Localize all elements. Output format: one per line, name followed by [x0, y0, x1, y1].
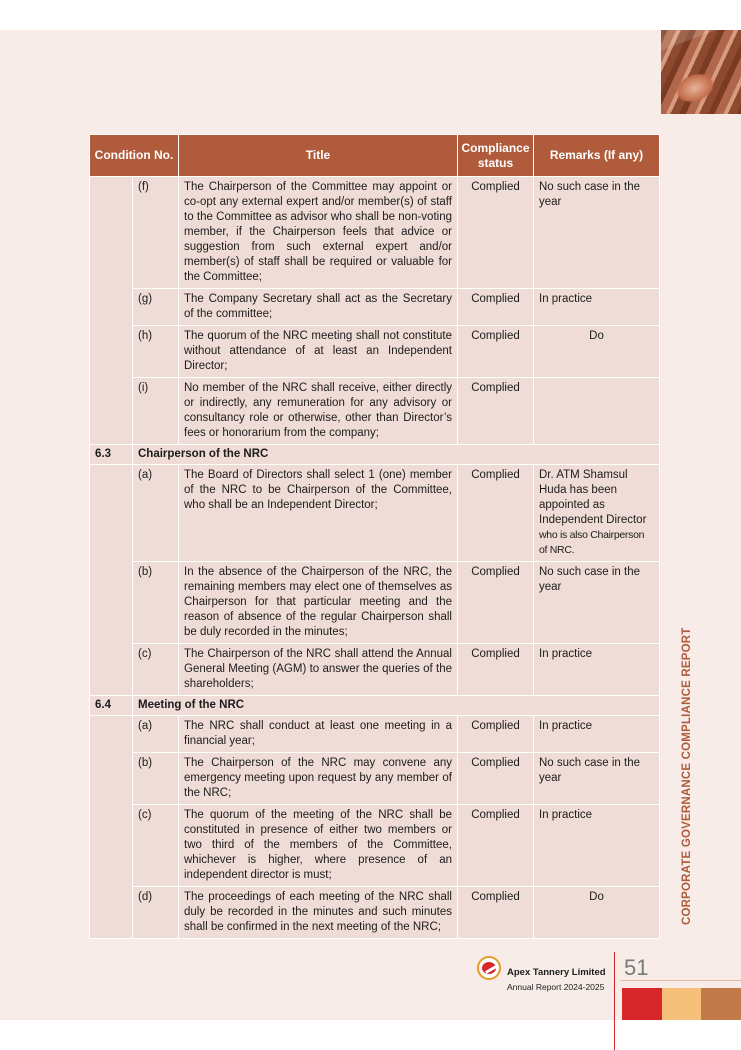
report-title: Annual Report 2024-2025 [507, 982, 605, 992]
remarks: No such case in the year [534, 753, 660, 805]
compliance-status: Complied [458, 562, 534, 644]
condition-title: The NRC shall conduct at least one meeting in a financial year; [179, 716, 458, 753]
table-row [90, 716, 660, 753]
table-row [90, 177, 660, 289]
compliance-status: Complied [458, 716, 534, 753]
table-header-row [90, 135, 660, 177]
section-title: Meeting of the NRC [133, 696, 660, 716]
table-row [90, 465, 660, 562]
table-row [90, 887, 660, 939]
compliance-table [89, 134, 660, 939]
sub-condition-no: (a) [133, 465, 179, 562]
remarks: Do [534, 887, 660, 939]
section-number: 6.4 [90, 696, 133, 716]
footer-rule [620, 980, 741, 981]
table-row [90, 805, 660, 887]
remarks: No such case in the year [534, 177, 660, 289]
section-title: Chairperson of the NRC [133, 445, 660, 465]
condition-title: The quorum of the NRC meeting shall not constitute without attendance of at least an Independent Director; [179, 326, 458, 378]
sub-condition-no: (d) [133, 887, 179, 939]
remarks: In practice [534, 716, 660, 753]
table-row [90, 753, 660, 805]
sub-condition-no: (h) [133, 326, 179, 378]
table-row [90, 644, 660, 696]
section-number: 6.3 [90, 445, 133, 465]
sub-condition-no: (c) [133, 805, 179, 887]
remarks: No such case in the year [534, 562, 660, 644]
company-logo-icon [477, 956, 501, 980]
table-row [90, 378, 660, 445]
sub-condition-no: (b) [133, 562, 179, 644]
footer-divider [614, 952, 615, 1050]
color-bar-yellow [662, 988, 701, 1020]
condition-title: The Chairperson of the Committee may appoint or co-opt any external expert and/or member(s) of staff to the Committee as advisor who shall be non-voting member, if the Chairperson feels that advice or suggestion from such external expert and/or member(s) of staff shall be required or valuable for the Committee; [179, 177, 458, 289]
remarks [534, 378, 660, 445]
table-row [90, 289, 660, 326]
compliance-status: Complied [458, 289, 534, 326]
condition-title: In the absence of the Chairperson of the NRC, the remaining members may elect one of themselves as Chairperson for that particular meeting and the reason of absence of the regular Chairperson shall be duly recorded in the minutes; [179, 562, 458, 644]
sub-condition-no: (c) [133, 644, 179, 696]
remarks-part: Dr. ATM Shamsul Huda has been appointed as Independent Director [539, 469, 647, 526]
condition-title: The Chairperson of the NRC may convene any emergency meeting upon request by any member of the NRC; [179, 753, 458, 805]
page-number: 51 [624, 955, 649, 980]
condition-title: The Company Secretary shall act as the Secretary of the committee; [179, 289, 458, 326]
sub-condition-no: (b) [133, 753, 179, 805]
header-compliance-status: Compliance status [458, 135, 534, 177]
section-side-label: CORPORATE GOVERNANCE COMPLIANCE REPORT [681, 627, 693, 925]
blank-condition-cell [90, 465, 133, 696]
condition-title: The quorum of the meeting of the NRC shall be constituted in presence of either two members or two third of the members of the Committee, whichever is higher, where presence of an independent director is must; [179, 805, 458, 887]
compliance-status: Complied [458, 753, 534, 805]
table-row [90, 562, 660, 644]
sub-condition-no: (f) [133, 177, 179, 289]
section-row [90, 696, 660, 716]
condition-title: The proceedings of each meeting of the NRC shall duly be recorded in the minutes and such minutes shall be confirmed in the next meeting of the NRC; [179, 887, 458, 939]
remarks: In practice [534, 289, 660, 326]
header-condition-no: Condition No. [90, 135, 179, 177]
compliance-status: Complied [458, 887, 534, 939]
sub-condition-no: (i) [133, 378, 179, 445]
condition-title: No member of the NRC shall receive, either directly or indirectly, any remuneration for any advisory or consultancy role or otherwise, other than Director’s fees or honorarium from the company; [179, 378, 458, 445]
blank-condition-cell [90, 177, 133, 445]
compliance-status: Complied [458, 378, 534, 445]
compliance-status: Complied [458, 177, 534, 289]
blank-condition-cell [90, 716, 133, 939]
remarks: Do [534, 326, 660, 378]
remarks: In practice [534, 644, 660, 696]
compliance-status: Complied [458, 326, 534, 378]
page [0, 30, 741, 1020]
sub-condition-no: (g) [133, 289, 179, 326]
compliance-status: Complied [458, 644, 534, 696]
company-name: Apex Tannery Limited [507, 967, 606, 978]
remarks: In practice [534, 805, 660, 887]
header-title: Title [179, 135, 458, 177]
condition-title: The Chairperson of the NRC shall attend the Annual General Meeting (AGM) to answer the queries of the shareholders; [179, 644, 458, 696]
compliance-status: Complied [458, 465, 534, 562]
condition-title: The Board of Directors shall select 1 (one) member of the NRC to be Chairperson of the Committee, who shall be an Independent Director; [179, 465, 458, 562]
section-row [90, 445, 660, 465]
compliance-status: Complied [458, 805, 534, 887]
color-bar-brown [701, 988, 741, 1020]
remarks-part: who is also Chairperson of NRC. [539, 529, 645, 556]
header-remarks: Remarks (If any) [534, 135, 660, 177]
leather-photo-image [661, 30, 741, 114]
remarks [534, 465, 660, 562]
sub-condition-no: (a) [133, 716, 179, 753]
table-row [90, 326, 660, 378]
color-bar-red [622, 988, 662, 1020]
